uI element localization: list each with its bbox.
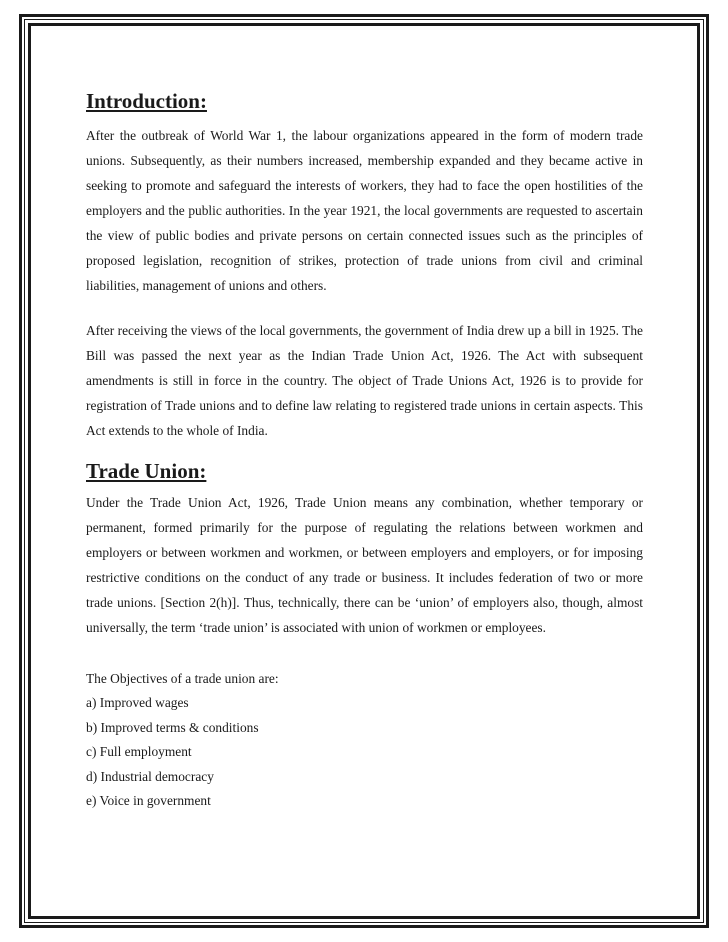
introduction-paragraph-1: After the outbreak of World War 1, the labour organizations appeared in the form of modern trade unions. Subsequently, as their numbers increased, membership expanded and they became active in seeking to promote and safeguard the interests of workers, they had to face the open hostilities of the employers and the public authorities. In the year 1921, the local governments are requested to ascertain the view of public bodies and private persons on certain connected issues such as the principles of proposed legislation, recognition of strikes, protection of trade unions from civil and criminal liabilities, management of unions and others.: [86, 128, 643, 293]
objectives-list: [86, 691, 259, 814]
objective-item: b) Improved terms & conditions: [86, 719, 259, 735]
objective-item: d) Industrial democracy: [86, 768, 214, 784]
objectives-intro: The Objectives of a trade union are:: [86, 671, 279, 686]
trade-union-definition: Under the Trade Union Act, 1926, Trade Union means any combination, whether temporary or permanent, formed primarily for the purpose of regulating the relations between workmen and employers or between workmen and workmen, or between employers and employers, or for imposing restrictive conditions on the conduct of any trade or business. It includes federation of two or more trade unions. [Section 2(h)]. Thus, technically, there can be ‘union’ of employers also, though, almost universally, the term ‘trade union’ is associated with union of workmen or employees.: [86, 495, 643, 635]
introduction-heading: Introduction:: [86, 89, 207, 113]
trade-union-heading: Trade Union:: [86, 459, 207, 483]
objective-item: a) Improved wages: [86, 695, 189, 710]
objective-item: e) Voice in government: [86, 793, 211, 809]
introduction-paragraph-2: After receiving the views of the local governments, the government of India drew up a bill in 1925. The Bill was passed the next year as the Indian Trade Union Act, 1926. The Act with subsequent amendments is still in force in the country. The object of Trade Unions Act, 1926 is to provide for registration of Trade unions and to define law relating to registered trade unions in certain aspects. This Act extends to the whole of India.: [86, 323, 643, 438]
objective-item: c) Full employment: [86, 744, 192, 760]
